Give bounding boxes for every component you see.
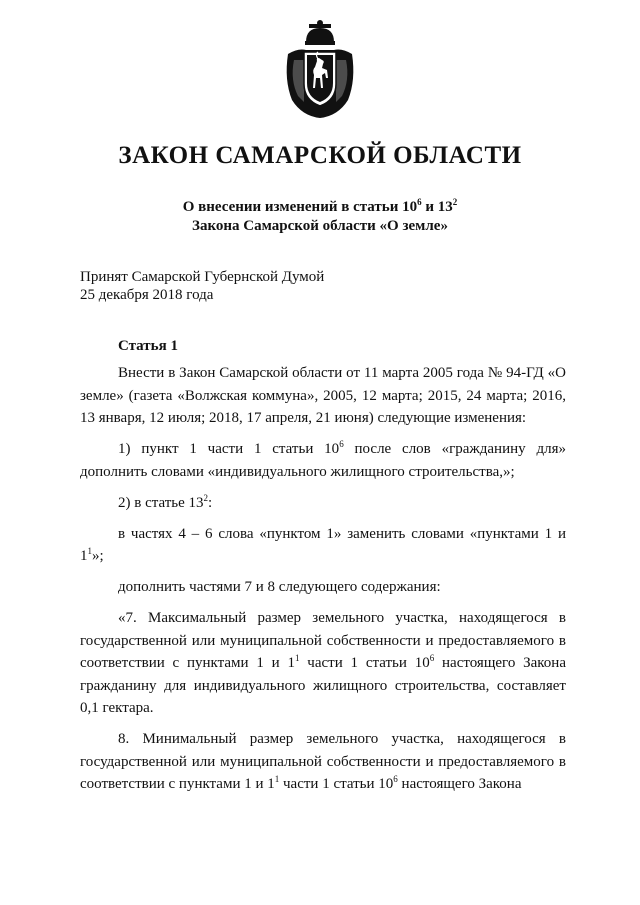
law-subtitle	[0, 198, 640, 236]
adoption-date: 25 декабря 2018 года	[80, 287, 214, 303]
adopted-by: Принят Самарской Губернской Думой	[80, 269, 325, 285]
paragraph: Внести в Закон Самарской области от 11 марта 2005 года № 94-ГД «О земле» (газета «Волжская коммуна», 2005, 12 марта; 2015, 24 марта; 2016, 13 января, 12 июля; 2018, 17 апреля, 21 июня) следующие изменения:	[80, 365, 566, 426]
coat-of-arms-icon	[282, 20, 358, 120]
paragraph: в частях 4 – 6 слова «пунктом 1» заменить словами «пунктами 1 и $1^1$»;	[80, 525, 566, 564]
law-title: ЗАКОН САМАРСКОЙ ОБЛАСТИ	[118, 142, 522, 169]
paragraph: «7. Максимальный размер земельного участка, находящегося в государственной или муниципальной собственности и предоставляемого в соответствии с пунктами 1 и $1^1$ части 1 статьи $10^6$ настоящего Закона гражданину для индивидуального жилищного строительства, составляет 0,1 гектара.	[80, 610, 566, 716]
article-body	[80, 362, 566, 804]
paragraph: 2) в статье $13^2$:	[118, 492, 213, 511]
paragraph: дополнить частями 7 и 8 следующего содержания:	[118, 579, 441, 595]
paragraph: 8. Минимальный размер земельного участка, находящегося в государственной или муниципальной собственности и предоставляемого в соответствии с пунктами 1 и $1^1$ части 1 статьи $10^6$ настоящего Закона	[80, 731, 566, 792]
article-title: Статья 1	[118, 338, 178, 354]
adoption-note	[80, 268, 560, 304]
subtitle-line-1: О внесении изменений в статьи $10^6$ и $13^2$	[182, 197, 458, 215]
paragraph: 1) пункт 1 части 1 статьи $10^6$ после слов «гражданину для» дополнить словами «индивидуального жилищного строительства,»;	[80, 439, 566, 480]
subtitle-line-2: Закона Самарской области «О земле»	[192, 218, 448, 234]
